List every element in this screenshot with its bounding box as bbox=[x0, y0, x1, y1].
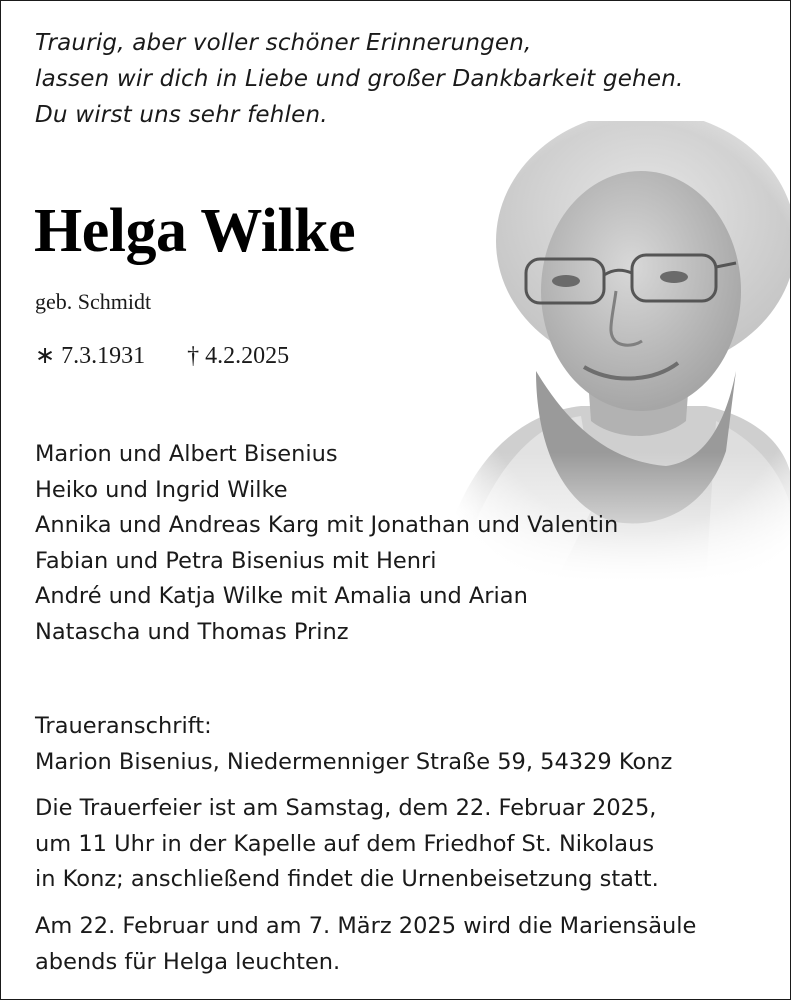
mourner-line: Heiko und Ingrid Wilke bbox=[35, 476, 288, 503]
lights-line: abends für Helga leuchten. bbox=[35, 948, 341, 975]
cross-icon: † bbox=[187, 343, 200, 369]
quote-line: Du wirst uns sehr fehlen. bbox=[35, 102, 328, 128]
address-label: Traueranschrift: bbox=[35, 713, 212, 739]
funeral-details bbox=[35, 791, 659, 898]
address-line: Marion Bisenius, Niedermenniger Straße 59, 54329 Konz bbox=[35, 748, 673, 775]
funeral-line: um 11 Uhr in der Kapelle auf dem Friedhof St. Nikolaus bbox=[35, 830, 655, 857]
quote-line: Traurig, aber voller schöner Erinnerungen, bbox=[35, 30, 532, 56]
mourner-line: Marion und Albert Bisenius bbox=[35, 441, 338, 467]
funeral-line: Die Trauerfeier ist am Samstag, dem 22. Februar 2025, bbox=[35, 795, 657, 821]
mourning-address bbox=[35, 709, 672, 780]
birth-date: 7.3.1931 bbox=[61, 343, 146, 369]
funeral-line: in Konz; anschließend findet die Urnenbeisetzung statt. bbox=[35, 866, 659, 892]
life-dates bbox=[35, 341, 289, 371]
quote-line: lassen wir dich in Liebe und großer Dankbarkeit gehen. bbox=[35, 66, 684, 92]
birth-symbol-icon: ∗ bbox=[35, 343, 56, 369]
mourner-line: Fabian und Petra Bisenius mit Henri bbox=[35, 547, 437, 574]
mourner-line: Annika und Andreas Karg mit Jonathan und Valentin bbox=[35, 512, 619, 538]
mourner-line: André und Katja Wilke mit Amalia und Arian bbox=[35, 583, 528, 609]
memorial-lights-note bbox=[35, 909, 696, 980]
memorial-quote bbox=[35, 25, 683, 133]
mourner-line: Natascha und Thomas Prinz bbox=[35, 618, 349, 645]
mourners-list bbox=[35, 437, 618, 650]
maiden-name: geb. Schmidt bbox=[35, 289, 152, 314]
deceased-name: Helga Wilke bbox=[34, 197, 356, 265]
lights-line: Am 22. Februar und am 7. März 2025 wird die Mariensäule bbox=[35, 913, 697, 939]
death-date: 4.2.2025 bbox=[205, 343, 290, 369]
